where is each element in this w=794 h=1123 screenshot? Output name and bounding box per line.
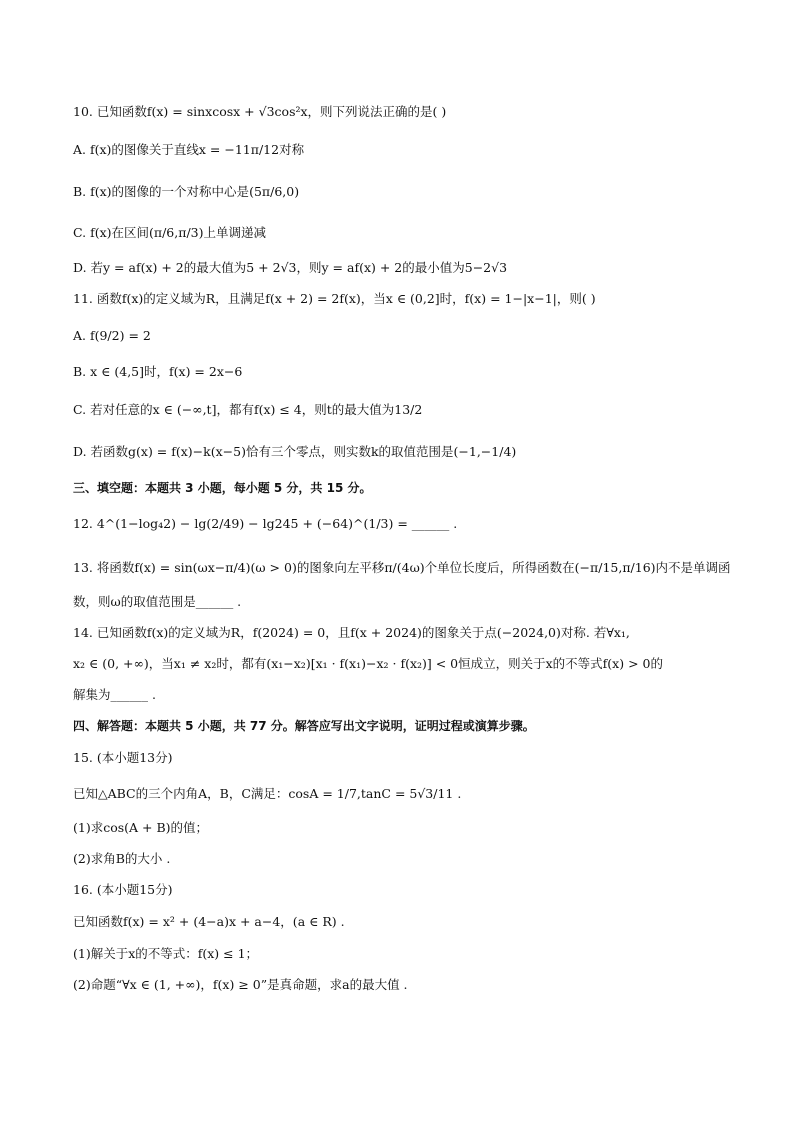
text-line: 12. 4^(1−log₄2) − lg(2/49) − lg245 + (−64)^(1/3) = ______ . — [73, 516, 458, 531]
text-line: B. f(x)的图像的一个对称中心是(5π/6,0) — [73, 184, 300, 199]
text-line: 15. (本小题13分) — [73, 750, 173, 765]
text-line: 已知函数f(x) = x² + (4−a)x + a−4，(a ∈ R) . — [73, 914, 345, 929]
text-line: B. x ∈ (4,5]时，f(x) = 2x−6 — [73, 364, 243, 379]
text-line: 14. 已知函数f(x)的定义域为R，f(2024) = 0，且f(x + 2024)的图象关于点(−2024,0)对称. 若∀x₁, — [73, 625, 630, 640]
section-heading: 三、填空题：本题共 3 小题，每小题 5 分，共 15 分。 — [73, 481, 372, 495]
text-line: C. f(x)在区间(π/6,π/3)上单调递减 — [73, 225, 266, 240]
text-line: A. f(x)的图像关于直线x = −11π/12对称 — [73, 142, 305, 157]
text-line: (2)命题“∀x ∈ (1, +∞)，f(x) ≥ 0”是真命题，求a的最大值 . — [73, 977, 408, 992]
text-line: x₂ ∈ (0, +∞)，当x₁ ≠ x₂时，都有(x₁−x₂)[x₁ · f(x₁)−x₂ · f(x₂)] < 0恒成立，则关于x的不等式f(x) > 0的 — [73, 656, 663, 671]
text-line: 13. 将函数f(x) = sin(ωx−π/4)(ω > 0)的图象向左平移π/(4ω)个单位长度后，所得函数在(−π/15,π/16)内不是单调函 — [73, 560, 731, 575]
text-line: A. f(9/2) = 2 — [73, 328, 151, 343]
text-line: 解集为______ . — [73, 687, 156, 702]
text-line: (2)求角B的大小 . — [73, 851, 171, 866]
text-line: D. 若y = af(x) + 2的最大值为5 + 2√3，则y = af(x) + 2的最小值为5−2√3 — [73, 260, 508, 275]
text-line: (1)解关于x的不等式：f(x) ≤ 1； — [73, 946, 259, 961]
text-line: 数，则ω的取值范围是______ . — [73, 594, 242, 609]
text-line: C. 若对任意的x ∈ (−∞,t]，都有f(x) ≤ 4，则t的最大值为13/2 — [73, 402, 423, 417]
text-line: 16. (本小题15分) — [73, 882, 173, 897]
text-line: 10. 已知函数f(x) = sinxcosx + √3cos²x，则下列说法正确的是( ) — [73, 104, 447, 119]
text-line: (1)求cos(A + B)的值； — [73, 820, 209, 835]
text-line: 11. 函数f(x)的定义域为R，且满足f(x + 2) = 2f(x)，当x ∈ (0,2]时，f(x) = 1−|x−1|，则( ) — [73, 291, 596, 306]
text-line: 已知△ABC的三个内角A，B，C满足：cosA = 1/7,tanC = 5√3/11 . — [73, 786, 462, 801]
section-heading: 四、解答题：本题共 5 小题，共 77 分。解答应写出文字说明，证明过程或演算步骤。 — [73, 719, 535, 733]
text-line: D. 若函数g(x) = f(x)−k(x−5)恰有三个零点，则实数k的取值范围是(−1,−1/4) — [73, 444, 517, 459]
